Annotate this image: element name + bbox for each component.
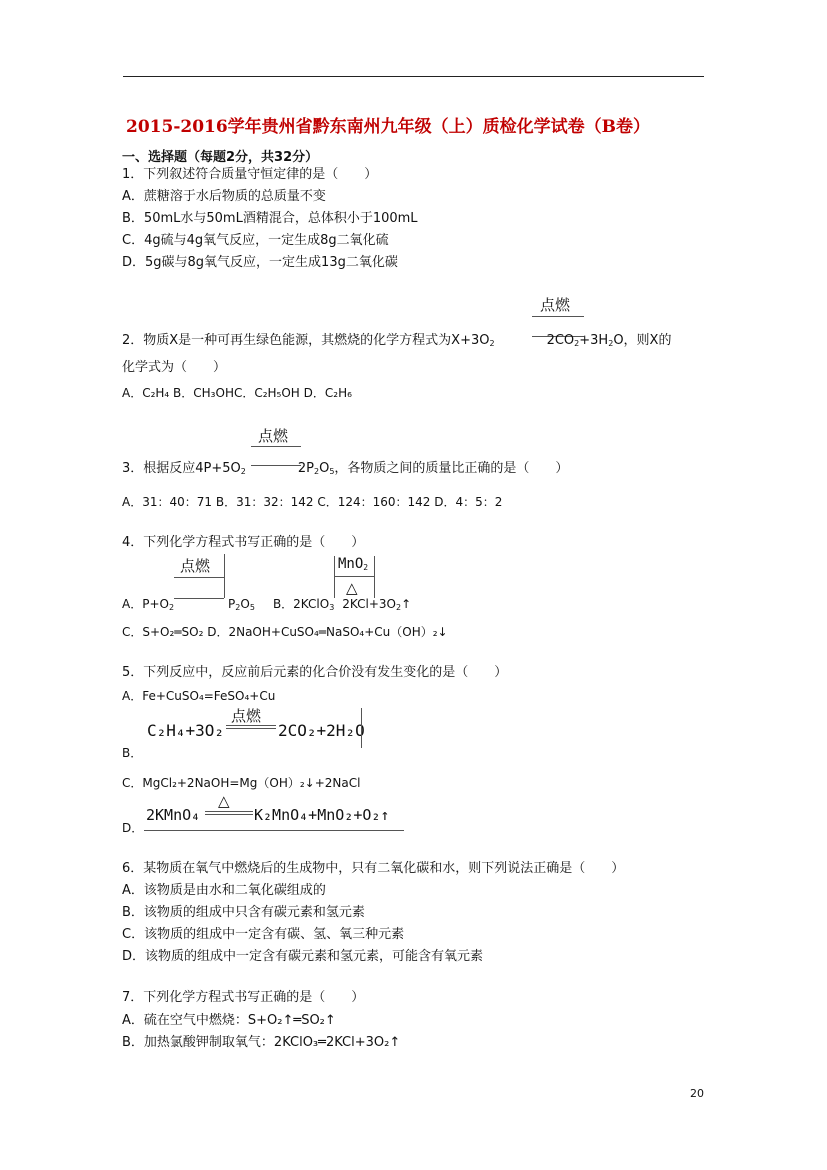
q4-row1: A．$P+O_2$ $P_2O_5$ B．2KClO$_3$ $2KCl+3O_2↑$ — [122, 597, 412, 612]
q4-b-frame-right — [374, 556, 375, 598]
q2-stem-tail: +3H — [579, 333, 609, 348]
q6-option-c: C．该物质的组成中一定含有碳、氢、氧三种元素 — [122, 927, 405, 942]
q4-b-condition-bottom: △ — [346, 579, 358, 597]
q3-options: A．31：40：71 B．31：32：142 C．124：160：142 D．4：5：2 — [122, 495, 503, 509]
q6-option-b: B．该物质的组成中只含有碳元素和氢元素 — [122, 905, 365, 920]
q6-option-a: A．该物质是由水和二氧化碳组成的 — [122, 883, 326, 898]
q1-option-c: C．4g硫与4g氧气反应，一定生成8g二氧化硫 — [122, 233, 389, 248]
q4-option-b-product: 2KCl+3O — [342, 597, 396, 611]
q5-b-condition-bar — [226, 725, 276, 726]
q5-d-condition-bar — [205, 811, 253, 812]
q2-stem-end: O，则X的 — [613, 333, 672, 348]
q5-d-lhs: 2KMnO₄ — [146, 806, 201, 824]
q3-stem — [122, 461, 568, 477]
q5-b-lhs: C₂H₄+3O₂ — [147, 721, 225, 740]
q3-stem-mid: 2P — [297, 461, 314, 476]
q3-stem-post: O — [319, 461, 330, 476]
q5-b-rhs: 2CO₂+2H₂O — [278, 721, 365, 740]
q7-stem: 7．下列化学方程式书写正确的是（ ） — [122, 990, 365, 1005]
q4-row2: C．S+O₂═SO₂ D．2NaOH+CuSO₄═NaSO₄+Cu（OH）₂↓ — [122, 625, 448, 639]
q2-stem-sub3: 2 — [608, 339, 614, 348]
q2-stem-sub2: 2 — [574, 339, 580, 348]
q4-b-condition-bar — [334, 576, 374, 577]
q4-option-a-product2: O — [240, 597, 250, 611]
q3-sub3: 5 — [329, 467, 335, 476]
q1-stem: 1．下列叙述符合质量守恒定律的是（ ） — [122, 167, 378, 182]
q4-option-a-product: P — [228, 597, 236, 611]
header-rule — [123, 76, 704, 77]
q6-option-d: D．该物质的组成中一定含有碳元素和氢元素，可能含有氧元素 — [122, 949, 484, 964]
q4-b-frame-left — [334, 556, 335, 598]
q5-b-condition-bar2 — [226, 728, 276, 729]
q1-option-d: D．5g碳与8g氧气反应，一定生成13g二氧化碳 — [122, 255, 398, 270]
q4-a-condition: 点燃 — [180, 557, 211, 575]
q2-condition-bar — [532, 316, 584, 317]
q4-a-condition-bar — [174, 577, 224, 578]
exam-title: 2015-2016学年贵州省黔东南州九年级（上）质检化学试卷（B卷） — [126, 117, 651, 137]
q7-option-b: B．加热氯酸钾制取氧气：2KClO₃═2KCl+3O₂↑ — [122, 1035, 401, 1050]
section-heading: 一、选择题（每题2分，共32分） — [122, 150, 319, 165]
q3-condition: 点燃 — [258, 427, 289, 445]
q4-stem: 4．下列化学方程式书写正确的是（ ） — [122, 535, 365, 550]
q5-d-condition: △ — [218, 792, 230, 810]
page-number: 20 — [690, 1087, 704, 1100]
q4-a-frame — [224, 554, 225, 598]
q5-d-condition-bar2 — [205, 814, 253, 815]
q5-b-frame — [361, 708, 362, 748]
q2-stem — [122, 333, 712, 349]
q4-b-condition-top: MnO$_2$ — [338, 556, 369, 572]
q5-d-rhs: K₂MnO₄+MnO₂+O₂↑ — [254, 806, 390, 824]
q2-stem-product: 2CO — [546, 333, 575, 348]
q5-stem: 5．下列反应中，反应前后元素的化合价没有发生变化的是（ ） — [122, 665, 508, 680]
q2-options: A．C₂H₄ B．CH₃OHC．C₂H₅OH D．C₂H₆ — [122, 386, 352, 400]
q1-option-a: A．蔗糖溶于水后物质的总质量不变 — [122, 189, 326, 204]
q2-stem-part: 2．物质X是一种可再生绿色能源，其燃烧的化学方程式为X+3O — [122, 333, 490, 348]
q4-option-a: A．P+O — [122, 597, 169, 611]
q3-condition-bar — [251, 446, 301, 447]
q4-arrow: ↑ — [401, 597, 412, 611]
q1-option-b: B．50mL水与50mL酒精混合，总体积小于100mL — [122, 211, 418, 226]
q6-stem: 6．某物质在氧气中燃烧后的生成物中，只有二氧化碳和水，则下列说法正确是（ ） — [122, 861, 625, 876]
q5-option-d-label: D． — [122, 821, 144, 835]
q4-option-b: B．2KClO — [272, 597, 330, 611]
q3-stem-end: ，各物质之间的质量比正确的是（ ） — [334, 461, 569, 476]
q2-condition: 点燃 — [540, 296, 571, 314]
q7-option-a: A．硫在空气中燃烧：S+O₂↑═SO₂↑ — [122, 1013, 336, 1028]
q3-sub: 2 — [240, 467, 246, 476]
q3-stem-part: 3．根据反应4P+5O — [122, 461, 241, 476]
q5-d-underline — [144, 830, 404, 831]
q5-b-condition: 点燃 — [231, 707, 262, 725]
q2-stem-sub: 2 — [489, 339, 495, 348]
q5-option-c: C．MgCl₂+2NaOH=Mg（OH）₂↓+2NaCl — [122, 776, 361, 790]
q5-option-b-label: B． — [122, 746, 143, 760]
q3-sub2: 2 — [314, 467, 320, 476]
q5-option-a: A．Fe+CuSO₄=FeSO₄+Cu — [122, 689, 276, 703]
q2-stem-line2: 化学式为（ ） — [122, 360, 227, 375]
